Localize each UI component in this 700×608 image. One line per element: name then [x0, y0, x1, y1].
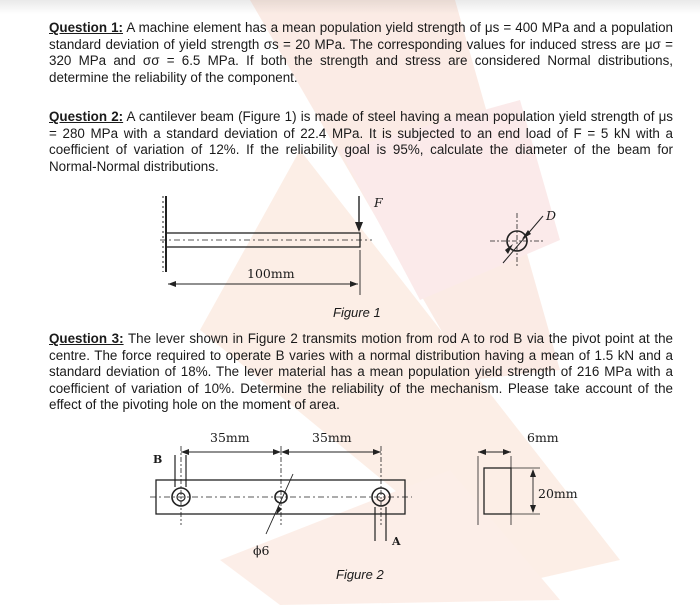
- question-2-heading: Question 2:: [49, 109, 124, 124]
- dimension-right-label: 35mm: [312, 430, 352, 445]
- hole-diameter-label: ϕ6: [253, 543, 270, 558]
- figure-2-caption: Figure 2: [336, 567, 384, 582]
- question-3-heading: Question 3:: [49, 331, 124, 346]
- figure-1-caption: Figure 1: [333, 305, 381, 320]
- question-1-text-part3: The corresponding values for induced stress are μσ = 320 MPa and σσ = 6.5 MPa. If both the strength and stress are considered Normal distributions, determine the reliability of the component.: [49, 36, 673, 85]
- dimension-thickness-label: 6mm: [527, 430, 559, 445]
- dimension-left-label: 35mm: [210, 430, 250, 445]
- load-label: F: [374, 195, 383, 210]
- length-label: 100mm: [247, 266, 295, 281]
- question-1-text-part1: A machine element has a mean population yield strength of: [123, 20, 485, 35]
- pivot-hole-leader: [266, 474, 293, 534]
- rod-b-label: B: [153, 453, 163, 466]
- question-3-text: The lever shown in Figure 2 transmits motion from rod A to rod B via the pivot point at the centre. The force required to operate B varies with a normal distribution having a mean of 1.5 kN and a standard deviation of 18%. The lever material has a mean population yield strength of 216 MPa with a coefficient of variation of 10%. Determine the reliability of the mechanism. Please take account of the effect of the pivoting hole on the moment of area.: [49, 331, 674, 413]
- diameter-label: D: [546, 208, 557, 223]
- question-2-text: A cantilever beam (Figure 1) is made of steel having a mean population yield strength of μs = 280 MPa with a standard deviation of 22.4 MPa. It is subjected to an end load of F = 5 kN with a coefficient of variation of 12%. If the reliability goal is 95%, calculate the diameter of the beam for Normal-Normal distributions.: [49, 109, 674, 174]
- question-1-heading: Question 1:: [49, 20, 124, 35]
- dimension-height-label: 20mm: [538, 486, 578, 501]
- rod-a-label: A: [392, 535, 401, 548]
- side-section: [484, 468, 511, 514]
- question-1-text-part2: μs = 400 MPa and a population standard deviation of yield strength σs = 20 MPa.: [49, 20, 673, 52]
